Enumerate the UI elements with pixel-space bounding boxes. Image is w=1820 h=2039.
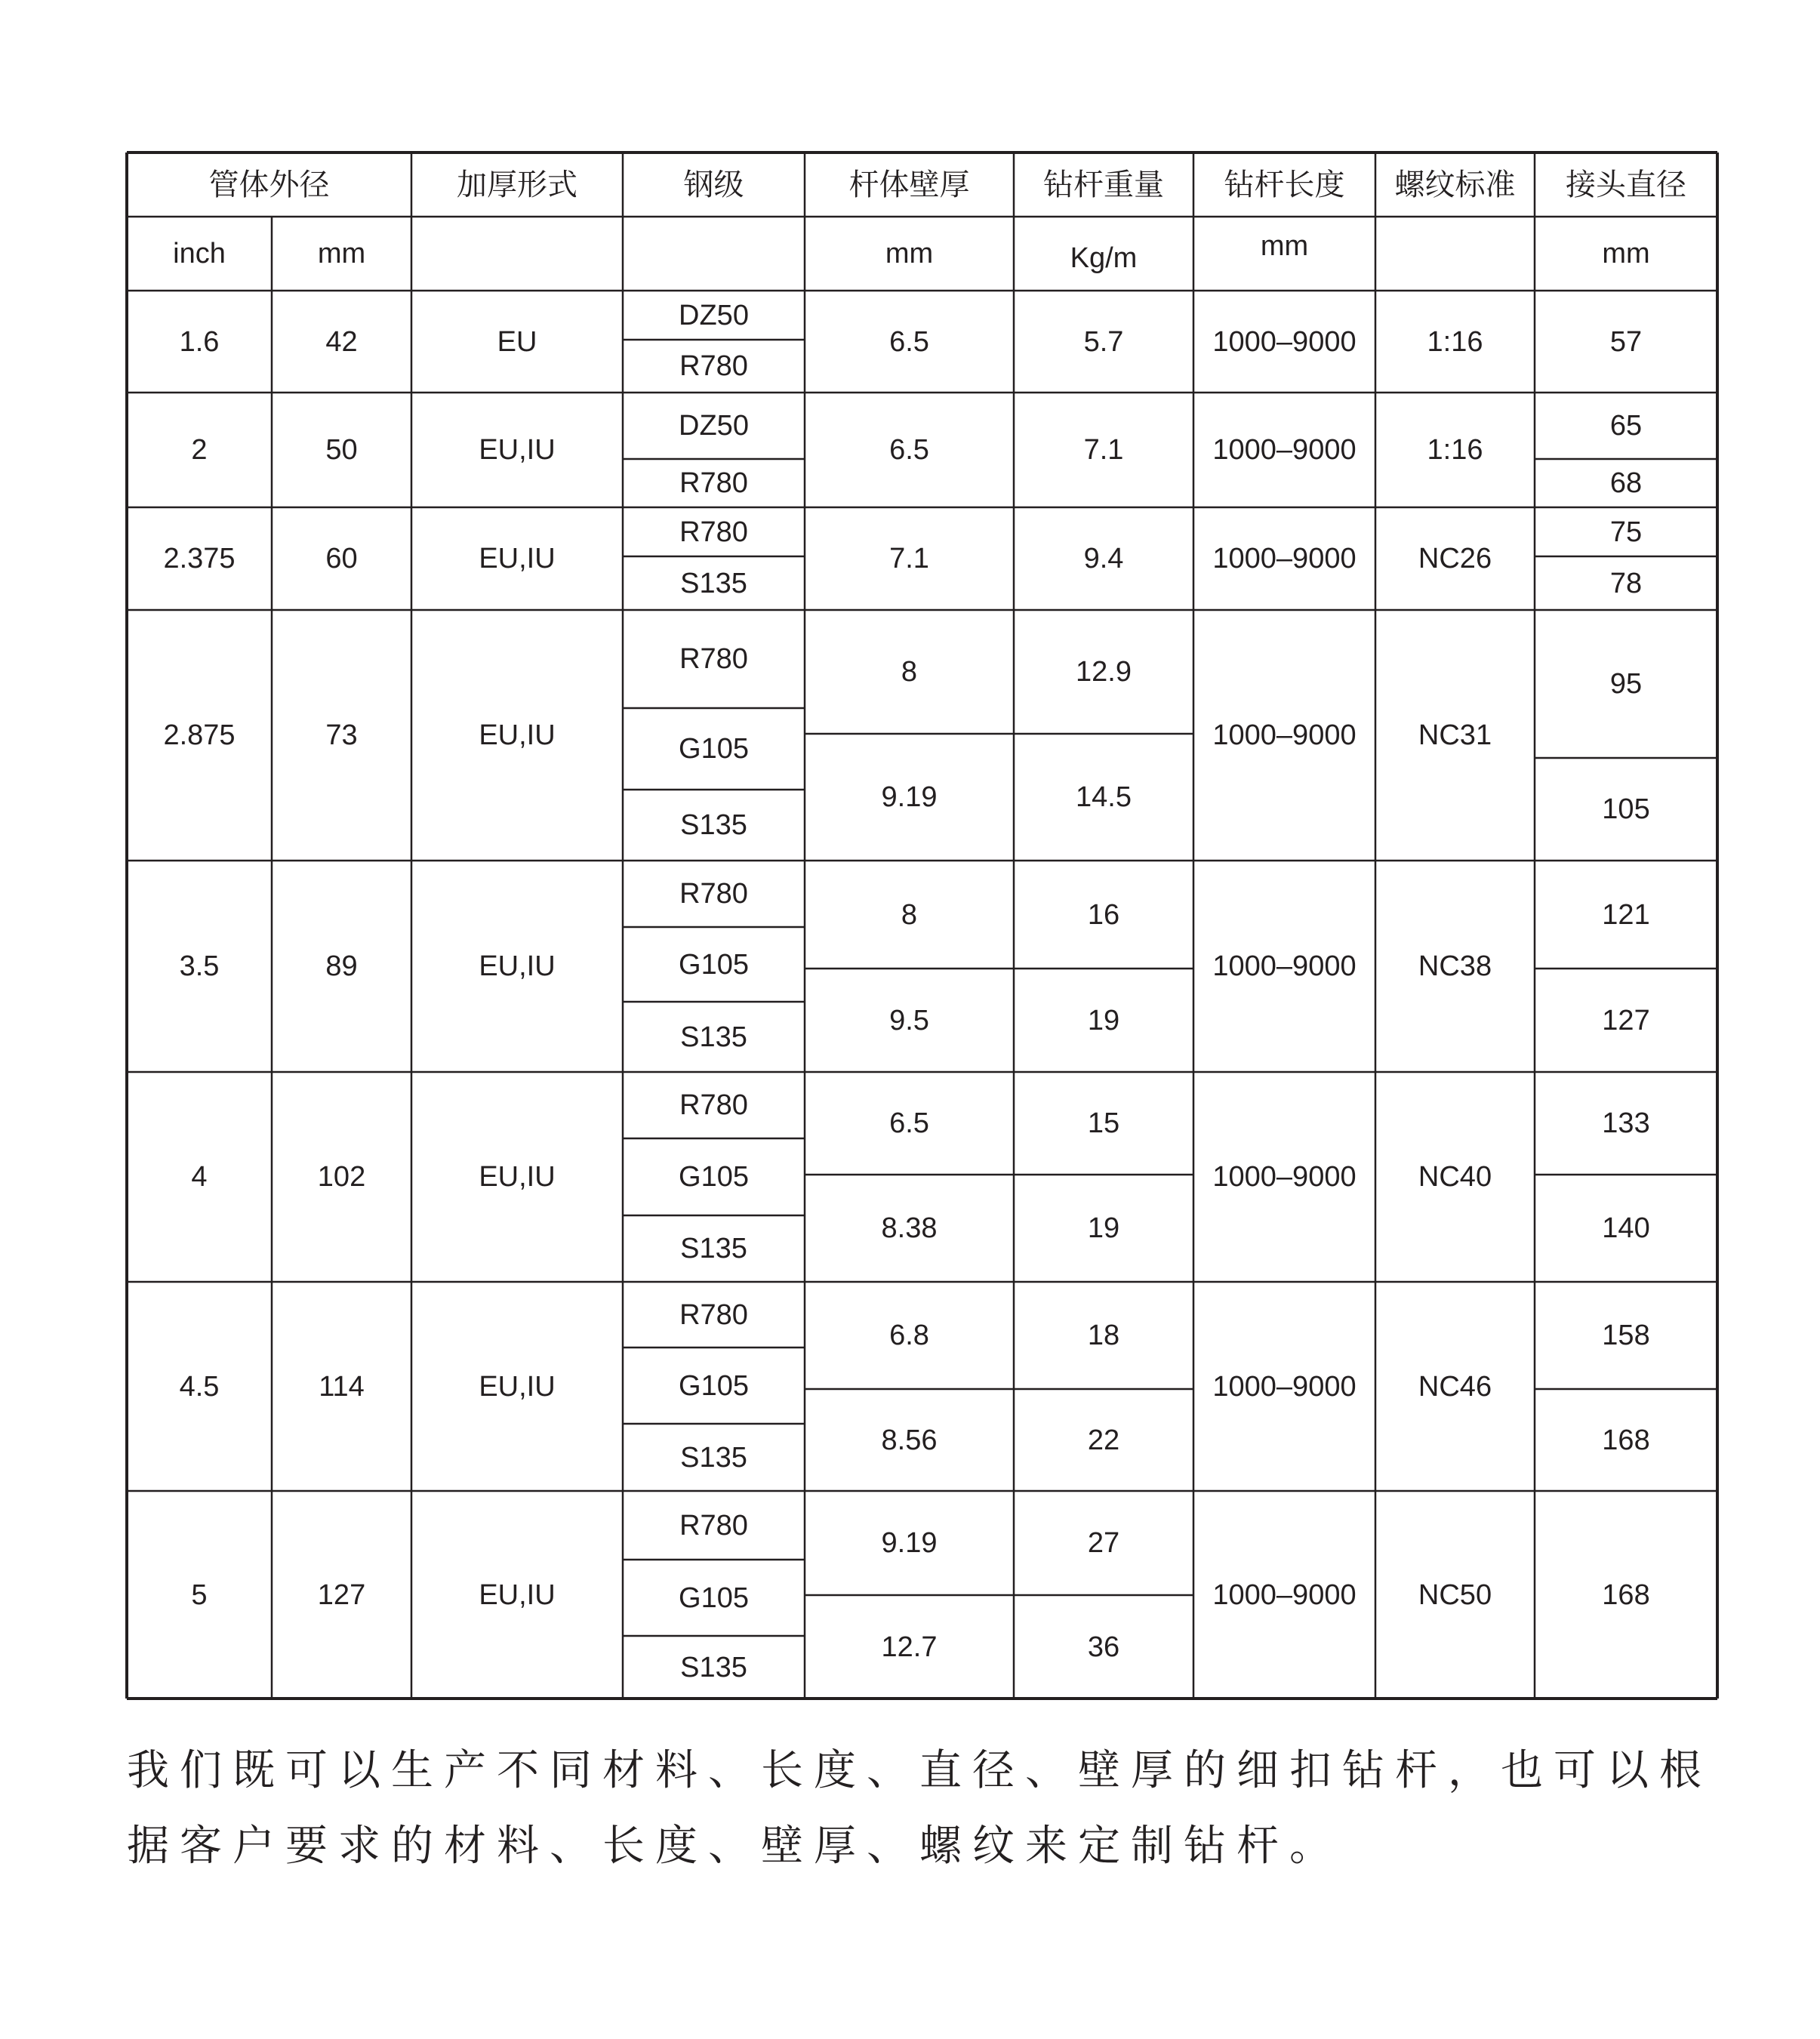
unit-mm: mm xyxy=(317,238,366,270)
cell-od-inch: 2.375 xyxy=(163,543,236,574)
cell-joint: 75 xyxy=(1609,516,1643,548)
cell-weight: 19 xyxy=(1087,1212,1120,1244)
cell-od-inch: 3.5 xyxy=(179,950,220,982)
description-line-1: 我们既可以生产不同材料、长度、直径、壁厚的细扣钻杆，也可以根 xyxy=(127,1746,1712,1795)
cell-grade: G105 xyxy=(679,1161,749,1193)
cell-grade: DZ50 xyxy=(679,299,749,331)
cell-grade: S135 xyxy=(680,809,747,841)
cell-thread: NC31 xyxy=(1418,719,1492,751)
cell-weight: 18 xyxy=(1087,1320,1120,1351)
cell-upset: EU,IU xyxy=(479,1370,556,1403)
header-length: 钻杆长度 xyxy=(1224,168,1345,202)
cell-wall: 8 xyxy=(901,898,918,931)
cell-wall: 9.19 xyxy=(881,781,938,813)
cell-od-mm: 114 xyxy=(319,1370,365,1403)
cell-od-mm: 50 xyxy=(325,434,358,466)
cell-grade: G105 xyxy=(679,948,749,981)
cell-joint: 168 xyxy=(1602,1424,1650,1456)
cell-joint: 158 xyxy=(1602,1320,1650,1351)
cell-joint: 65 xyxy=(1609,410,1643,442)
cell-joint: 133 xyxy=(1602,1107,1650,1139)
cell-od-inch: 2 xyxy=(191,434,208,466)
cell-od-mm: 42 xyxy=(325,325,358,358)
cell-weight: 15 xyxy=(1087,1107,1120,1139)
unit-wall-mm: mm xyxy=(885,238,934,270)
cell-wall: 8.56 xyxy=(881,1424,938,1456)
header-thread: 螺纹标准 xyxy=(1394,168,1516,202)
cell-joint: 68 xyxy=(1609,467,1643,499)
cell-od-inch: 2.875 xyxy=(163,719,236,751)
cell-grade: R780 xyxy=(679,350,748,382)
cell-od-inch: 1.6 xyxy=(179,325,220,358)
cell-od-inch: 5 xyxy=(191,1579,208,1611)
cell-wall: 7.1 xyxy=(889,543,929,574)
cell-length: 1000–9000 xyxy=(1212,1579,1357,1611)
unit-weight: Kg/m xyxy=(1070,242,1138,274)
cell-weight: 14.5 xyxy=(1076,781,1132,813)
cell-grade: DZ50 xyxy=(679,410,749,442)
cell-od-mm: 73 xyxy=(325,719,358,751)
cell-od-inch: 4 xyxy=(191,1161,208,1193)
cell-joint: 140 xyxy=(1602,1212,1650,1244)
cell-weight: 22 xyxy=(1087,1424,1120,1456)
cell-joint: 95 xyxy=(1609,668,1643,700)
cell-od-mm: 89 xyxy=(325,950,358,982)
cell-grade: G105 xyxy=(679,733,749,765)
cell-wall: 6.8 xyxy=(889,1320,929,1351)
cell-length: 1000–9000 xyxy=(1212,325,1357,358)
cell-grade: R780 xyxy=(679,878,748,910)
cell-length: 1000–9000 xyxy=(1212,434,1357,466)
cell-weight: 12.9 xyxy=(1076,656,1132,688)
cell-wall: 9.19 xyxy=(881,1527,938,1559)
cell-grade: R780 xyxy=(679,1089,748,1121)
cell-thread: 1:16 xyxy=(1427,325,1483,358)
cell-weight: 27 xyxy=(1087,1527,1120,1559)
cell-wall: 6.5 xyxy=(889,1107,929,1139)
cell-wall: 9.5 xyxy=(889,1004,929,1036)
cell-weight: 7.1 xyxy=(1083,434,1124,466)
cell-thread: NC40 xyxy=(1418,1161,1492,1193)
cell-od-inch: 4.5 xyxy=(179,1370,220,1403)
cell-grade: G105 xyxy=(679,1582,749,1614)
cell-length: 1000–9000 xyxy=(1212,719,1357,751)
description-line-2: 据客户要求的材料、长度、壁厚、螺纹来定制钻杆。 xyxy=(127,1822,1342,1871)
cell-joint: 57 xyxy=(1609,325,1643,358)
cell-wall: 12.7 xyxy=(881,1631,938,1663)
cell-grade: R780 xyxy=(679,643,748,675)
cell-grade: S135 xyxy=(680,1441,747,1474)
cell-od-mm: 127 xyxy=(317,1579,366,1611)
header-joint-od: 接头直径 xyxy=(1566,168,1686,202)
header-weight: 钻杆重量 xyxy=(1043,168,1164,202)
cell-upset: EU,IU xyxy=(479,434,556,466)
cell-joint: 78 xyxy=(1609,567,1643,599)
cell-thread: NC26 xyxy=(1418,543,1492,574)
cell-wall: 8.38 xyxy=(881,1212,938,1244)
cell-joint: 168 xyxy=(1602,1579,1650,1611)
cell-grade: R780 xyxy=(679,1298,748,1331)
cell-upset: EU,IU xyxy=(479,950,556,982)
cell-weight: 16 xyxy=(1087,898,1120,931)
cell-joint: 121 xyxy=(1602,898,1650,931)
cell-grade: R780 xyxy=(679,1509,748,1542)
cell-thread: 1:16 xyxy=(1427,434,1483,466)
cell-length: 1000–9000 xyxy=(1212,543,1357,574)
unit-joint-mm: mm xyxy=(1602,238,1650,270)
cell-grade: S135 xyxy=(680,567,747,599)
cell-joint: 127 xyxy=(1602,1004,1650,1036)
cell-length: 1000–9000 xyxy=(1212,1161,1357,1193)
cell-grade: R780 xyxy=(679,516,748,548)
cell-grade: S135 xyxy=(680,1651,747,1683)
header-wall-thickness: 杆体壁厚 xyxy=(848,168,970,202)
header-steel-grade: 钢级 xyxy=(683,168,744,202)
cell-grade: R780 xyxy=(679,467,748,499)
cell-wall: 6.5 xyxy=(889,434,929,466)
cell-wall: 8 xyxy=(901,656,918,688)
cell-od-mm: 102 xyxy=(317,1161,366,1193)
cell-upset: EU,IU xyxy=(479,1579,556,1611)
header-upset-type: 加厚形式 xyxy=(457,168,577,202)
cell-thread: NC46 xyxy=(1418,1370,1492,1403)
cell-weight: 5.7 xyxy=(1083,325,1124,358)
cell-od-mm: 60 xyxy=(325,543,358,574)
cell-weight: 19 xyxy=(1087,1004,1120,1036)
cell-weight: 9.4 xyxy=(1083,543,1124,574)
cell-length: 1000–9000 xyxy=(1212,950,1357,982)
unit-length-mm: mm xyxy=(1260,230,1309,262)
cell-upset: EU,IU xyxy=(479,719,556,751)
cell-weight: 36 xyxy=(1087,1631,1120,1663)
cell-wall: 6.5 xyxy=(889,325,929,358)
cell-joint: 105 xyxy=(1602,793,1650,825)
cell-upset: EU,IU xyxy=(479,1161,556,1193)
cell-grade: S135 xyxy=(680,1021,747,1053)
cell-upset: EU,IU xyxy=(479,543,556,574)
header-pipe-od: 管体外径 xyxy=(208,168,330,202)
cell-thread: NC38 xyxy=(1418,950,1492,982)
unit-inch: inch xyxy=(173,238,226,270)
cell-thread: NC50 xyxy=(1418,1579,1492,1611)
cell-length: 1000–9000 xyxy=(1212,1370,1357,1403)
cell-grade: G105 xyxy=(679,1369,749,1402)
cell-grade: S135 xyxy=(680,1233,747,1264)
cell-upset: EU xyxy=(497,325,537,358)
